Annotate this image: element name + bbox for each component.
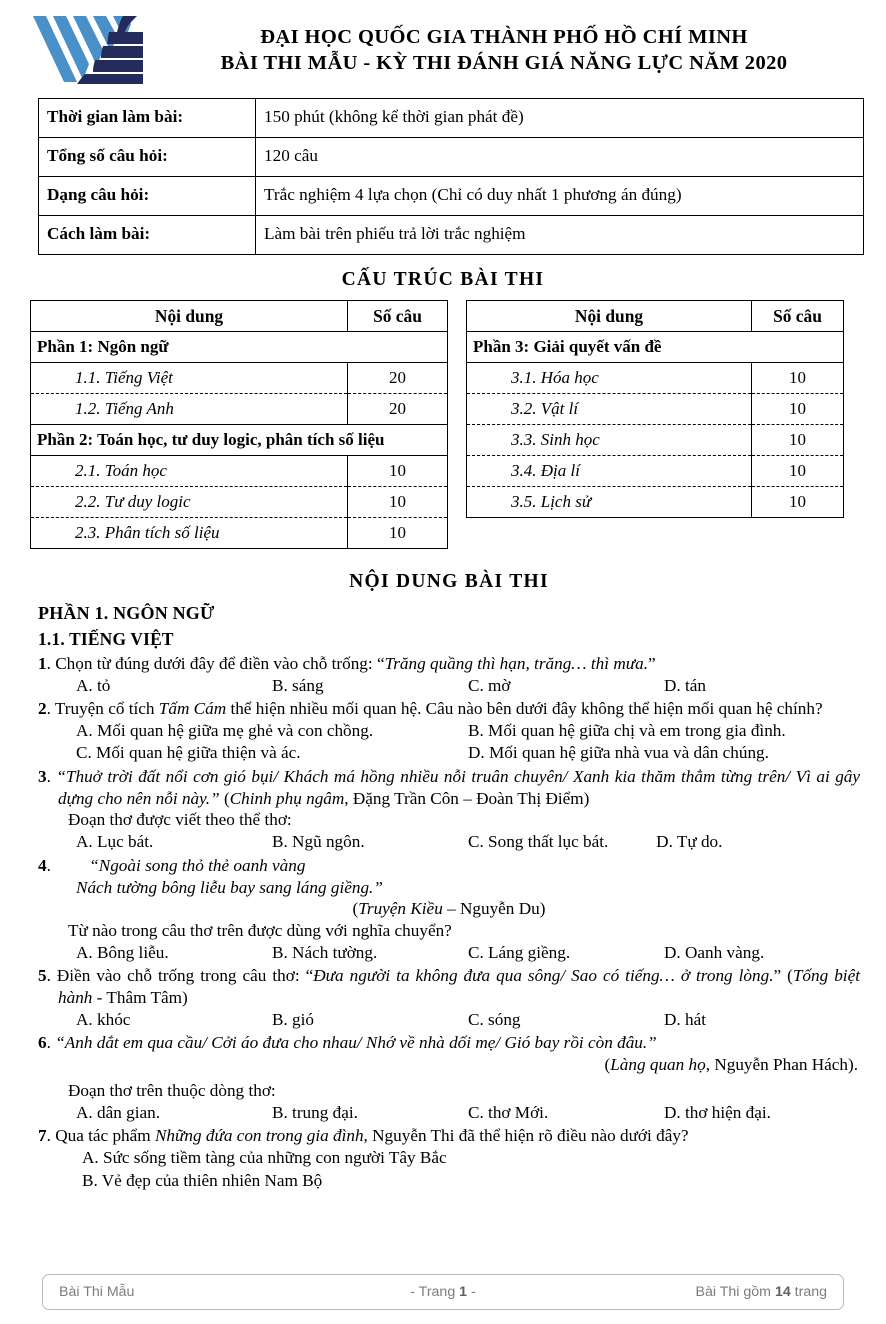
option-a[interactable]: A. tỏ: [76, 675, 111, 695]
question-4-poem-line-1: “Ngoài song thỏ thẻ oanh vàng: [89, 855, 306, 875]
part-1-heading: PHẦN 1. NGÔN NGỮ: [38, 603, 215, 623]
section-name: 2.3. Phân tích số liệu: [31, 518, 348, 549]
question-6-quote: “Anh dắt em qua cầu/ Cởi áo đưa cho nhau/ Nhớ về nhà dối mẹ/ Gió bay rồi còn đâu.”: [55, 1033, 657, 1053]
logo-container: [0, 14, 152, 86]
question-2-options-row-1: [38, 720, 860, 742]
total-page-count: 14: [774, 1284, 791, 1300]
question-4-poem-line-2: Nách tường bông liễu bay sang láng giềng.”: [76, 877, 383, 897]
option-b[interactable]: B. gió: [272, 1010, 315, 1030]
info-value: 150 phút (không kể thời gian phát đề): [256, 99, 864, 138]
info-value: Làm bài trên phiếu trả lời trắc nghiệm: [256, 216, 864, 255]
part-title: Phần 2: Toán học, tư duy logic, phân tích số liệu: [31, 425, 448, 456]
vnu-hcm-logo-icon: [31, 14, 149, 86]
part-title: Phần 1: Ngôn ngữ: [31, 332, 448, 363]
question-number: 1: [38, 654, 47, 673]
question-number: 5: [38, 966, 47, 986]
question-2-stem: 2. Truyện cổ tích Tấm Cám thể hiện nhiều mối quan hệ. Câu nào bên dưới đây không thể hiện mối quan hệ chính?: [38, 699, 823, 719]
question-5-stem: 5. Điền vào chỗ trống trong câu thơ: “Đưa người ta không đưa qua sông/ Sao có tiếng… ở trong lòng.” (Tống biệt hành - Thâm Tâm): [38, 966, 860, 1008]
question-5: [38, 965, 860, 1031]
table-row: [39, 138, 864, 177]
question-3-stem: 3. “Thuở trời đất nổi cơn gió bụi/ Khách má hồng nhiều nỗi truân chuyên/ Xanh kia thăm thẳm từng trên/ Vì ai gây dựng cho nên nỗi này.” (Chinh phụ ngâm, Đặng Trần Côn – Đoàn Thị Điểm): [38, 766, 861, 808]
page-footer: [42, 1274, 844, 1310]
question-3-quote: “Thuở trời đất nổi cơn gió bụi/ Khách má hồng nhiều nỗi truân chuyên/ Xanh kia thăm thẳm từng trên/ Vì ai gây dựng cho nên nỗi này.”: [56, 766, 861, 808]
option-a[interactable]: A. khóc: [76, 1010, 131, 1030]
section-name: 2.2. Tư duy logic: [31, 487, 348, 518]
question-5-options: [38, 1009, 860, 1031]
section-name: 3.4. Địa lí: [467, 456, 752, 487]
exam-content: [0, 571, 886, 1193]
section-count: 10: [752, 487, 844, 518]
table-row: [31, 332, 448, 363]
content-heading: NỘI DUNG BÀI THI: [349, 571, 549, 592]
option-a[interactable]: A. Mối quan hệ giữa mẹ ghẻ và con chồng.: [76, 721, 374, 741]
option-a[interactable]: A. Sức sống tiềm tàng của những con người Tây Bắc: [82, 1148, 447, 1168]
question-6-attribution: (Làng quan họ, Nguyễn Phan Hách).: [604, 1055, 858, 1075]
footer-page-number: - Trang 1 -: [410, 1284, 476, 1300]
structure-table-left: [30, 300, 448, 549]
document-header: [0, 0, 886, 92]
question-6-options: [38, 1102, 860, 1124]
option-c[interactable]: C. sóng: [468, 1010, 521, 1030]
question-3-options: [38, 831, 860, 853]
table-row: [31, 518, 448, 549]
question-4-stem: 4. “Ngoài song thỏ thẻ oanh vàng: [38, 855, 306, 875]
section-name: 3.1. Hóa học: [467, 363, 752, 394]
question-4: [38, 855, 860, 965]
question-1-stem: 1. Chọn từ đúng dưới đây để điền vào chỗ trống: “Trăng quầng thì hạn, trăng… thì mưa.”: [38, 654, 656, 673]
option-c[interactable]: C. Song thất lục bát.: [468, 832, 609, 852]
table-row: [467, 456, 844, 487]
section-name: 3.3. Sinh học: [467, 425, 752, 456]
option-b[interactable]: B. Vẻ đẹp của thiên nhiên Nam Bộ: [82, 1171, 323, 1191]
table-row: [31, 456, 448, 487]
section-count: 10: [348, 518, 448, 549]
section-count: 20: [348, 394, 448, 425]
section-name: 3.2. Vật lí: [467, 394, 752, 425]
section-count: 10: [752, 456, 844, 487]
table-row: [31, 487, 448, 518]
column-header-content: Nội dung: [31, 301, 348, 332]
option-d[interactable]: D. tán: [664, 675, 707, 695]
table-row: [31, 363, 448, 394]
footer-exam-name: Bài Thi Mẫu: [59, 1284, 135, 1300]
option-c[interactable]: C. thơ Mới.: [468, 1102, 549, 1122]
footer-total-pages: Bài Thi gồm 14 trang: [695, 1284, 827, 1300]
option-d[interactable]: D. thơ hiện đại.: [664, 1102, 771, 1122]
question-1: [38, 653, 860, 697]
option-b[interactable]: B. trung đại.: [272, 1102, 358, 1122]
section-count: 10: [752, 394, 844, 425]
option-c[interactable]: C. Mối quan hệ giữa thiện và ác.: [76, 743, 301, 763]
option-b[interactable]: B. Nách tường.: [272, 943, 378, 963]
part-title: Phần 3: Giải quyết vấn đề: [467, 332, 844, 363]
question-number: 3: [38, 766, 47, 786]
option-d[interactable]: D. Mối quan hệ giữa nhà vua và dân chúng.: [468, 743, 769, 763]
column-header-count: Số câu: [348, 301, 448, 332]
table-row: [31, 394, 448, 425]
question-4-prompt: Từ nào trong câu thơ trên được dùng với nghĩa chuyển?: [68, 921, 452, 941]
question-1-options: [38, 675, 860, 697]
exam-info-table: [38, 98, 864, 255]
question-3: [38, 766, 860, 854]
option-a[interactable]: A. Lục bát.: [76, 832, 154, 852]
table-row: [39, 99, 864, 138]
table-row: [39, 216, 864, 255]
table-row: [467, 487, 844, 518]
option-d[interactable]: D. Oanh vàng.: [664, 943, 765, 963]
question-number: 6: [38, 1033, 47, 1053]
section-count: 20: [348, 363, 448, 394]
option-b[interactable]: B. sáng: [272, 675, 324, 695]
question-6: [38, 1032, 860, 1124]
table-row: [467, 394, 844, 425]
column-header-content: Nội dung: [467, 301, 752, 332]
section-name: 1.2. Tiếng Anh: [31, 394, 348, 425]
question-6-stem: 6. “Anh dắt em qua cầu/ Cởi áo đưa cho nhau/ Nhớ về nhà dối mẹ/ Gió bay rồi còn đâu.”: [38, 1033, 657, 1053]
option-a[interactable]: A. Bông liễu.: [76, 943, 169, 963]
table-row: [467, 332, 844, 363]
info-label: Thời gian làm bài:: [39, 99, 256, 138]
question-number: 4: [38, 855, 47, 875]
option-d[interactable]: D. Tự do.: [656, 832, 723, 852]
question-3-prompt: Đoạn thơ được viết theo thể thơ:: [68, 810, 292, 830]
section-1-1-heading: 1.1. TIẾNG VIỆT: [38, 629, 174, 649]
question-7: [38, 1125, 860, 1193]
table-header-row: [467, 301, 844, 332]
question-2-options-row-2: [38, 742, 860, 764]
question-4-options: [38, 942, 860, 964]
table-row: [467, 425, 844, 456]
section-count: 10: [752, 425, 844, 456]
info-value: Trắc nghiệm 4 lựa chọn (Chỉ có duy nhất 1 phương án đúng): [256, 177, 864, 216]
section-count: 10: [752, 363, 844, 394]
structure-table-right: [466, 300, 844, 518]
structure-heading: CẤU TRÚC BÀI THI: [341, 269, 545, 290]
info-label: Dạng câu hỏi:: [39, 177, 256, 216]
option-c[interactable]: C. Láng giềng.: [468, 943, 571, 963]
option-d[interactable]: D. hát: [664, 1010, 707, 1030]
header-title-block: [152, 24, 886, 76]
structure-tables: [0, 300, 886, 549]
table-row: [31, 425, 448, 456]
section-name: 3.5. Lịch sử: [467, 487, 752, 518]
column-header-count: Số câu: [752, 301, 844, 332]
section-name: 1.1. Tiếng Việt: [31, 363, 348, 394]
section-name: 2.1. Toán học: [31, 456, 348, 487]
question-7-stem: 7. Qua tác phẩm Những đứa con trong gia đình, Nguyễn Thi đã thể hiện rõ điều nào dưới đây?: [38, 1126, 689, 1146]
question-number: 2: [38, 699, 47, 719]
option-b[interactable]: B. Ngũ ngôn.: [272, 832, 365, 852]
question-2: [38, 698, 860, 765]
option-b[interactable]: B. Mối quan hệ giữa chị và em trong gia đình.: [468, 721, 786, 741]
exam-title: BÀI THI MẪU - KỲ THI ĐÁNH GIÁ NĂNG LỰC NĂM 2020: [220, 52, 788, 74]
info-label: Tổng số câu hỏi:: [39, 138, 256, 177]
question-6-prompt: Đoạn thơ trên thuộc dòng thơ:: [68, 1081, 276, 1101]
section-count: 10: [348, 456, 448, 487]
section-count: 10: [348, 487, 448, 518]
table-row: [39, 177, 864, 216]
option-c[interactable]: C. mờ: [468, 675, 511, 695]
info-value: 120 câu: [256, 138, 864, 177]
question-number: 7: [38, 1126, 47, 1146]
info-label: Cách làm bài:: [39, 216, 256, 255]
option-a[interactable]: A. dân gian.: [76, 1102, 161, 1122]
current-page-number: 1: [459, 1284, 468, 1300]
table-header-row: [31, 301, 448, 332]
university-name: ĐẠI HỌC QUỐC GIA THÀNH PHỐ HỒ CHÍ MINH: [260, 25, 748, 48]
table-row: [467, 363, 844, 394]
question-4-attribution: (Truyện Kiều – Nguyễn Du): [352, 899, 546, 919]
